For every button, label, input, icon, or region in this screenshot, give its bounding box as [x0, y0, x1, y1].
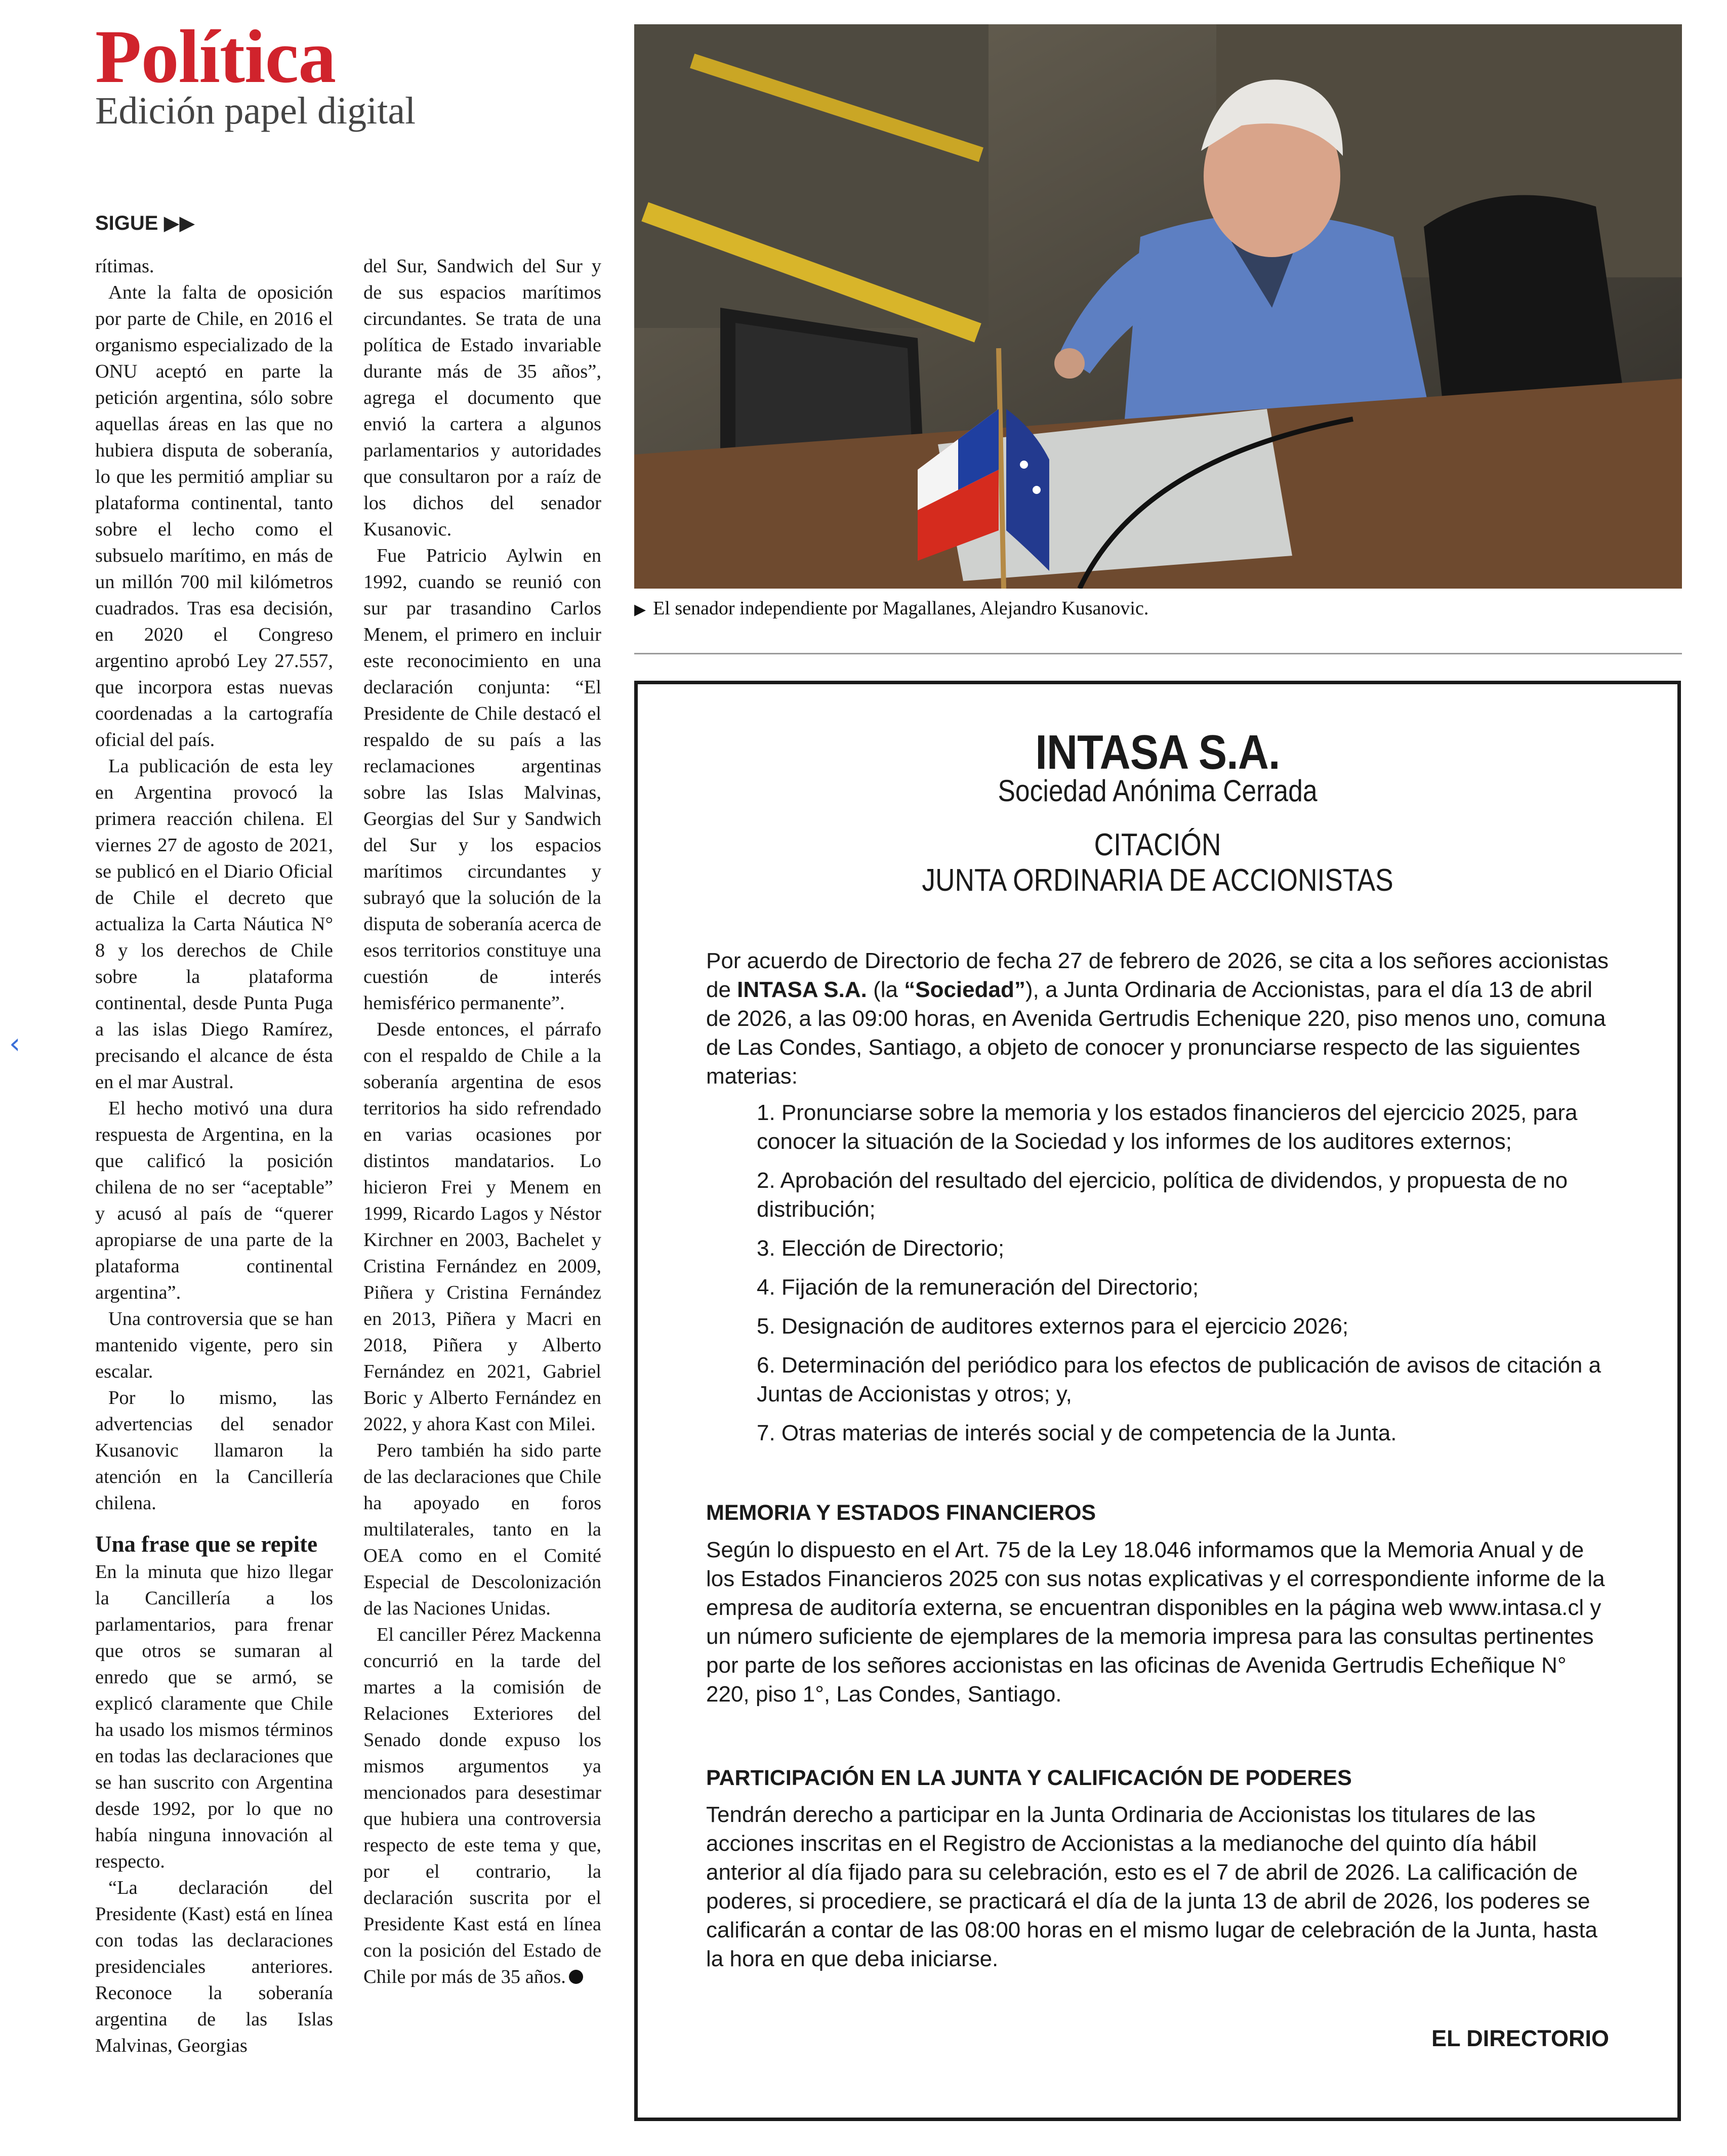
notice-intro: [706, 946, 1610, 1091]
agenda-item: 7. Otras materias de interés social y de competencia de la Junta.: [757, 1421, 1397, 1445]
chevron-left-icon[interactable]: ‹: [9, 1027, 21, 1060]
section-subtitle: Edición papel digital: [95, 90, 416, 132]
section-title: Política: [95, 15, 336, 99]
participacion-text: Tendrán derecho a participar en la Junta Ordinaria de Accionistas los titulares de las acciones inscritas en el Registro de Accionistas a la medianoche del quinto día hábil anterior al día fijado para su celebración, esto es el 7 de abril de 2026. La calificación de poderes, si procediere, se practicará el día de la junta 13 de abril de 2026, los poderes se calificarán a contar de las 08:00 horas en el mismo lugar de celebración de la Junta, hasta la hora en que deba iniciarse.: [706, 1802, 1598, 1971]
photo-caption: [634, 597, 1148, 619]
memoria-heading: MEMORIA Y ESTADOS FINANCIEROS: [706, 1501, 1096, 1525]
paragraph: Desde entonces, el párrafo con el respaldo de Chile a la soberanía argentina de esos territorios ha sido refrendado en varias ocasiones por distintos mandatarios. Lo hicieron Frei y Menem en 1999, Ricardo Lagos y Néstor Kirchner en 2003, Bachelet y Cristina Fernández en 2009, Piñera y Cristina Fernández en 2013, Piñera y Macri en 2018, Piñera y Alberto Fernández en 2021, Gabriel Boric y Alberto Fernández en 2022, y ahora Kast con Milei.: [363, 1019, 601, 1435]
agenda-item: 6. Determinación del periódico para los efectos de publicación de avisos de citación a Juntas de Accionistas y otros; y,: [757, 1353, 1601, 1406]
caption-text: El senador independiente por Magallanes, Alejandro Kusanovic.: [653, 598, 1149, 619]
paragraph: [363, 1622, 601, 1990]
notice-subtitle: JUNTA ORDINARIA DE ACCIONISTAS: [922, 863, 1393, 898]
shareholders-notice: [634, 681, 1681, 2121]
paragraph: del Sur, Sandwich del Sur y de sus espacios marítimos circundantes. Se trata de una política de Estado invariable durante más de 35 años”, agrega el documento que envió la cartera a algunos parlamentarios y autoridades que consultaron por a raíz de los dichos del senador Kusanovic.: [363, 256, 601, 540]
intro-sociedad: “Sociedad”: [904, 977, 1025, 1002]
paragraph: Por lo mismo, las advertencias del senador Kusanovic llamaron la atención en la Cancillería chilena.: [95, 1387, 333, 1514]
article-subheading: Una frase que se repite: [95, 1531, 318, 1557]
notice-company: INTASA S.A.: [1035, 725, 1280, 779]
agenda-list: [757, 1098, 1617, 1458]
paragraph: Fue Patricio Aylwin en 1992, cuando se reunió con sur par trasandino Carlos Menem, el primero en incluir este reconocimiento en una declaración conjunta: “El Presidente de Chile destacó el respaldo de su país a las reclamaciones argentinas sobre las Islas Malvinas, Georgias del Sur y Sandwich del Sur y los espacios marítimos circundantes y subrayó que la solución de la disputa de soberanía acerca de esos territorios constituye una cuestión de interés hemisférico permanente”.: [363, 545, 601, 1014]
agenda-item: 1. Pronunciarse sobre la memoria y los estados financieros del ejercicio 2025, para conocer la situación de la Sociedad y los informes de los auditores externos;: [757, 1100, 1578, 1154]
intro-text: Por acuerdo de Directorio de fecha 27 de febrero de 2026, se cita a los señores accionistas de: [706, 948, 1609, 1002]
notice-company-type: Sociedad Anónima Cerrada: [998, 774, 1318, 808]
agenda-item: 5. Designación de auditores externos para el ejercicio 2026;: [757, 1314, 1349, 1339]
paragraph: Ante la falta de oposición por parte de Chile, en 2016 el organismo especializado de la ONU aceptó en parte la petición argentina, sólo sobre aquellas áreas en las que no hubiera disputa de soberanía, lo que les permitió ampliar su plataforma continental, tanto sobre el lecho como el subsuelo marítimo, en más de un millón 700 mil kilómetros cuadrados. Tras esa decisión, en 2020 el Congreso argentino aprobó Ley 27.557, que incorpora estas nuevas coordenadas a la cartografía oficial del país.: [95, 282, 333, 751]
article-column-1: [95, 253, 333, 2059]
notice-signature: EL DIRECTORIO: [1431, 2025, 1609, 2051]
paragraph: En la minuta que hizo llegar la Cancillería a los parlamentarios, para frenar que otros se sumaran al enredo que se armó, se explicó claramente que Chile ha usado los mismos términos en todas las declaraciones que se han suscrito con Argentina desde 1992, por lo que no había ninguna innovación al respecto.: [95, 1561, 333, 1872]
intro-company: INTASA S.A.: [737, 977, 867, 1002]
memoria-text: Según lo dispuesto en el Art. 75 de la Ley 18.046 informamos que la Memoria Anual y de los Estados Financieros 2025 con sus notas explicativas y el correspondiente informe de la empresa de auditoría externa, se encuentran disponibles en la página web www.intasa.cl y un número suficiente de ejemplares de la memoria impresa para las consultas pertinentes por parte de los señores accionistas en las oficinas de Avenida Gertrudis Echeñique N° 220, piso 1°, Las Condes, Santiago.: [706, 1538, 1605, 1707]
intro-text: (la: [867, 977, 904, 1002]
paragraph-text: El canciller Pérez Mackenna concurrió en la tarde del martes a la comisión de Relaciones Exteriores del Senado donde expuso los mismos argumentos ya mencionados para desestimar que hubiera una controversia respecto de este tema y que, por el contrario, la declaración suscrita por el Presidente Kast está en línea con la posición del Estado de Chile por más de 35 años.: [363, 1624, 601, 1987]
participacion-heading: PARTICIPACIÓN EN LA JUNTA Y CALIFICACIÓN DE PODERES: [706, 1766, 1352, 1790]
divider: [634, 653, 1682, 654]
agenda-item: 3. Elección de Directorio;: [757, 1236, 1005, 1261]
paragraph: El hecho motivó una dura respuesta de Argentina, en la que calificó la posición chilena de no ser “aceptable” y acusó al país de “querer apropiarse de una parte de la plataforma continental argentina”.: [95, 1098, 333, 1303]
agenda-item: 2. Aprobación del resultado del ejercicio, política de dividendos, y propuesta de no distribución;: [757, 1168, 1568, 1222]
paragraph: rítimas.: [95, 256, 154, 277]
intro-text: ), a Junta Ordinaria de Accionistas, para el día 13 de abril de 2026, a las 09:00 horas, en Avenida Gertrudis Echenique 220, piso menos uno, comuna de Las Condes, Santiago, a objeto de conocer y pronunciarse respecto de las siguientes materias:: [706, 977, 1606, 1089]
end-mark-icon: [569, 1970, 583, 1984]
photo-illustration: [634, 24, 1682, 589]
continues-label: SIGUE ▶▶: [95, 212, 195, 234]
paragraph: La publicación de esta ley en Argentina provocó la primera reacción chilena. El viernes 27 de agosto de 2021, se publicó en el Diario Oficial de Chile el decreto que actualiza la Carta Náutica N° 8 y los derechos de Chile sobre la plataforma continental, desde Punta Puga a las islas Diego Ramírez, precisando el alcance de ésta en el mar Austral.: [95, 756, 333, 1093]
triangle-right-icon: ▶: [634, 601, 646, 618]
paragraph: Una controversia que se han mantenido vigente, pero sin escalar.: [95, 1308, 333, 1382]
notice-title: CITACIÓN: [1094, 827, 1221, 862]
paragraph: Pero también ha sido parte de las declaraciones que Chile ha apoyado en foros multilaterales, tanto en la OEA como en el Comité Especial de Descolonización de las Naciones Unidas.: [363, 1440, 601, 1619]
article-column-2: [363, 253, 601, 1990]
paragraph: “La declaración del Presidente (Kast) está en línea con todas las declaraciones presidenciales anteriores. Reconoce la soberanía argentina de las Islas Malvinas, Georgias: [95, 1877, 333, 2056]
senator-photo: [634, 24, 1682, 589]
agenda-item: 4. Fijación de la remuneración del Directorio;: [757, 1275, 1199, 1300]
